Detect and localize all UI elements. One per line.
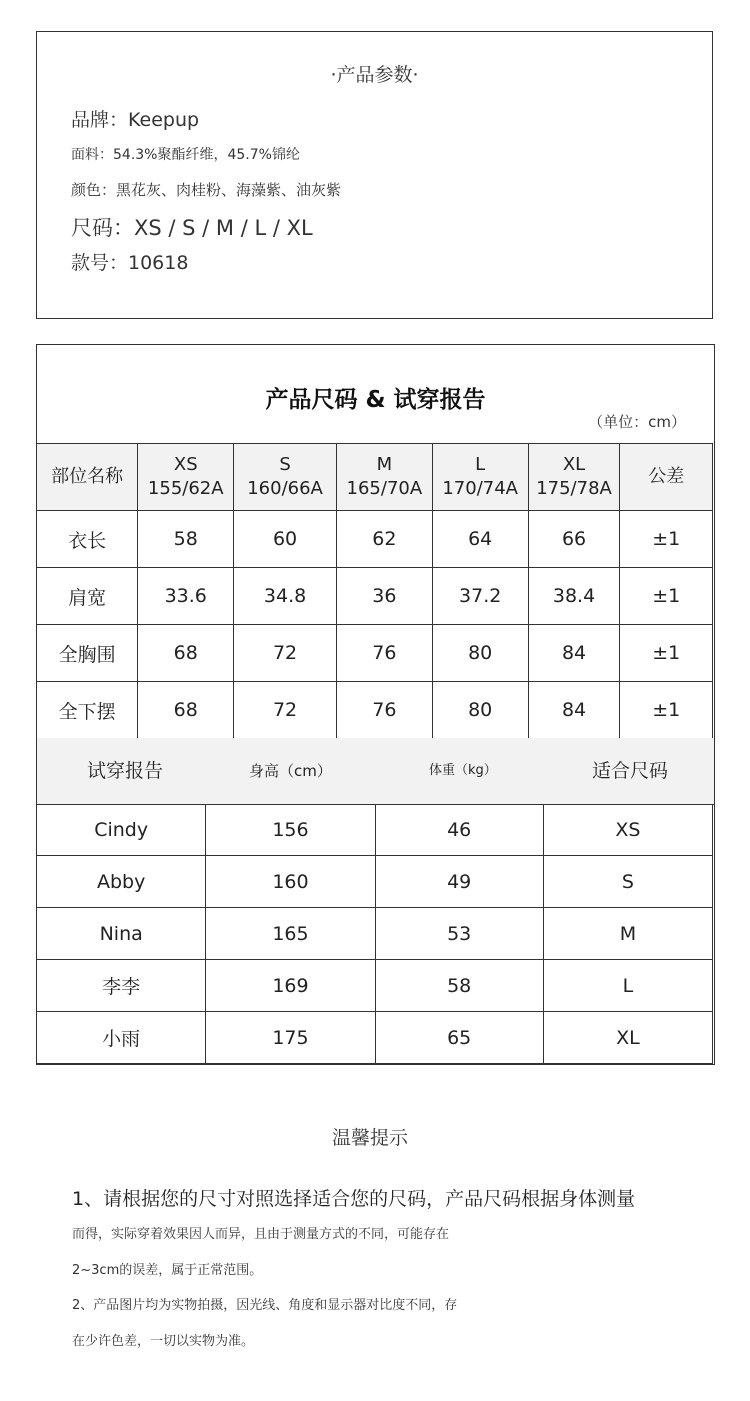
corner-label: 部位名称 (37, 444, 138, 511)
tester-size: L (543, 960, 712, 1012)
size-col-xs (138, 444, 234, 511)
cell-value: 66 (528, 511, 620, 568)
tester-height: 169 (206, 960, 375, 1012)
brand-line: 品牌：Keepup (71, 109, 200, 131)
cell-value: 58 (138, 511, 234, 568)
cell-value: 72 (234, 625, 337, 682)
tester-size: XL (543, 1012, 712, 1064)
trial-report-header (37, 738, 714, 805)
measurement-header-row (37, 444, 713, 511)
weight-header: 体重（kg） (429, 763, 497, 778)
params-title: ·产品参数· (330, 64, 419, 86)
tolerance-value: ±1 (620, 682, 713, 739)
measurement-table (36, 443, 713, 739)
cell-value: 36 (336, 568, 432, 625)
tester-height: 175 (206, 1012, 375, 1064)
cell-value: 34.8 (234, 568, 337, 625)
tester-name: Cindy (37, 804, 206, 856)
tip-line: 2~3cm的误差，属于正常范围。 (72, 1263, 263, 1278)
tester-weight: 53 (375, 908, 543, 960)
size-line: 尺码：XS / S / M / L / XL (71, 216, 313, 240)
tolerance-value: ±1 (620, 511, 713, 568)
fabric-line: 面料：54.3%聚酯纤维，45.7%锦纶 (71, 147, 300, 163)
measurement-row (37, 511, 713, 568)
cell-value: 38.4 (528, 568, 620, 625)
size-name: S (279, 454, 291, 475)
trial-row (37, 804, 713, 856)
trial-row (37, 856, 713, 908)
cell-value: 80 (432, 682, 528, 739)
tester-height: 165 (206, 908, 375, 960)
size-spec: 155/62A (147, 478, 224, 499)
tester-size: XS (543, 804, 712, 856)
tolerance-value: ±1 (620, 625, 713, 682)
size-name: XL (562, 454, 586, 475)
row-label: 全下摆 (37, 682, 138, 739)
trial-report-label: 试穿报告 (87, 760, 164, 782)
unit-label: （单位：cm） (588, 413, 686, 431)
trial-row (37, 960, 713, 1012)
tips-title: 温馨提示 (331, 1127, 408, 1149)
tip-line: 2、产品图片均为实物拍摄，因光线、角度和显示器对比度不同，存 (72, 1298, 458, 1313)
row-label: 肩宽 (37, 568, 138, 625)
cell-value: 37.2 (432, 568, 528, 625)
row-label: 衣长 (37, 511, 138, 568)
measurement-row (37, 625, 713, 682)
size-spec: 160/66A (247, 478, 323, 499)
size-chart-box (36, 344, 715, 1065)
cell-value: 62 (336, 511, 432, 568)
cell-value: 68 (138, 682, 234, 739)
size-name: L (475, 454, 486, 475)
measurement-row (37, 568, 713, 625)
measurement-row (37, 682, 713, 739)
tester-weight: 58 (375, 960, 543, 1012)
style-number-line: 款号：10618 (71, 252, 189, 274)
tester-name: 小雨 (37, 1012, 206, 1064)
tip-line: 而得，实际穿着效果因人而异，且由于测量方式的不同，可能存在 (72, 1227, 450, 1242)
tester-name: Abby (37, 856, 206, 908)
size-col-xl (528, 444, 620, 511)
tolerance-header: 公差 (620, 444, 713, 511)
cell-value: 76 (336, 625, 432, 682)
tester-name: 李李 (37, 960, 206, 1012)
cell-value: 76 (336, 682, 432, 739)
cell-value: 60 (234, 511, 337, 568)
tester-name: Nina (37, 908, 206, 960)
size-name: XS (173, 454, 198, 475)
size-col-s (234, 444, 337, 511)
size-col-m (336, 444, 432, 511)
tester-size: M (543, 908, 712, 960)
color-line: 颜色：黑花灰、肉桂粉、海藻紫、油灰紫 (71, 181, 342, 199)
size-name: M (376, 454, 393, 475)
trial-row (37, 1012, 713, 1064)
cell-value: 64 (432, 511, 528, 568)
size-spec: 175/78A (536, 478, 612, 499)
tester-height: 156 (206, 804, 375, 856)
tester-size: S (543, 856, 712, 908)
row-label: 全胸围 (37, 625, 138, 682)
tester-height: 160 (206, 856, 375, 908)
cell-value: 84 (528, 625, 620, 682)
tester-weight: 49 (375, 856, 543, 908)
tip-line: 在少许色差，一切以实物为准。 (72, 1334, 255, 1349)
size-spec: 165/70A (346, 478, 423, 499)
trial-report-table (36, 804, 713, 1064)
size-spec: 170/74A (442, 478, 518, 499)
trial-row (37, 908, 713, 960)
cell-value: 72 (234, 682, 337, 739)
cell-value: 84 (528, 682, 620, 739)
size-chart-title: 产品尺码 & 试穿报告 (265, 387, 486, 413)
cell-value: 33.6 (138, 568, 234, 625)
cell-value: 68 (138, 625, 234, 682)
tolerance-value: ±1 (620, 568, 713, 625)
tip-line: 1、请根据您的尺寸对照选择适合您的尺码，产品尺码根据身体测量 (72, 1188, 636, 1210)
tester-weight: 46 (375, 804, 543, 856)
cell-value: 80 (432, 625, 528, 682)
fit-size-header: 适合尺码 (592, 760, 669, 782)
height-header: 身高（cm） (249, 762, 332, 780)
tester-weight: 65 (375, 1012, 543, 1064)
size-col-l (432, 444, 528, 511)
product-params-box (36, 31, 713, 319)
